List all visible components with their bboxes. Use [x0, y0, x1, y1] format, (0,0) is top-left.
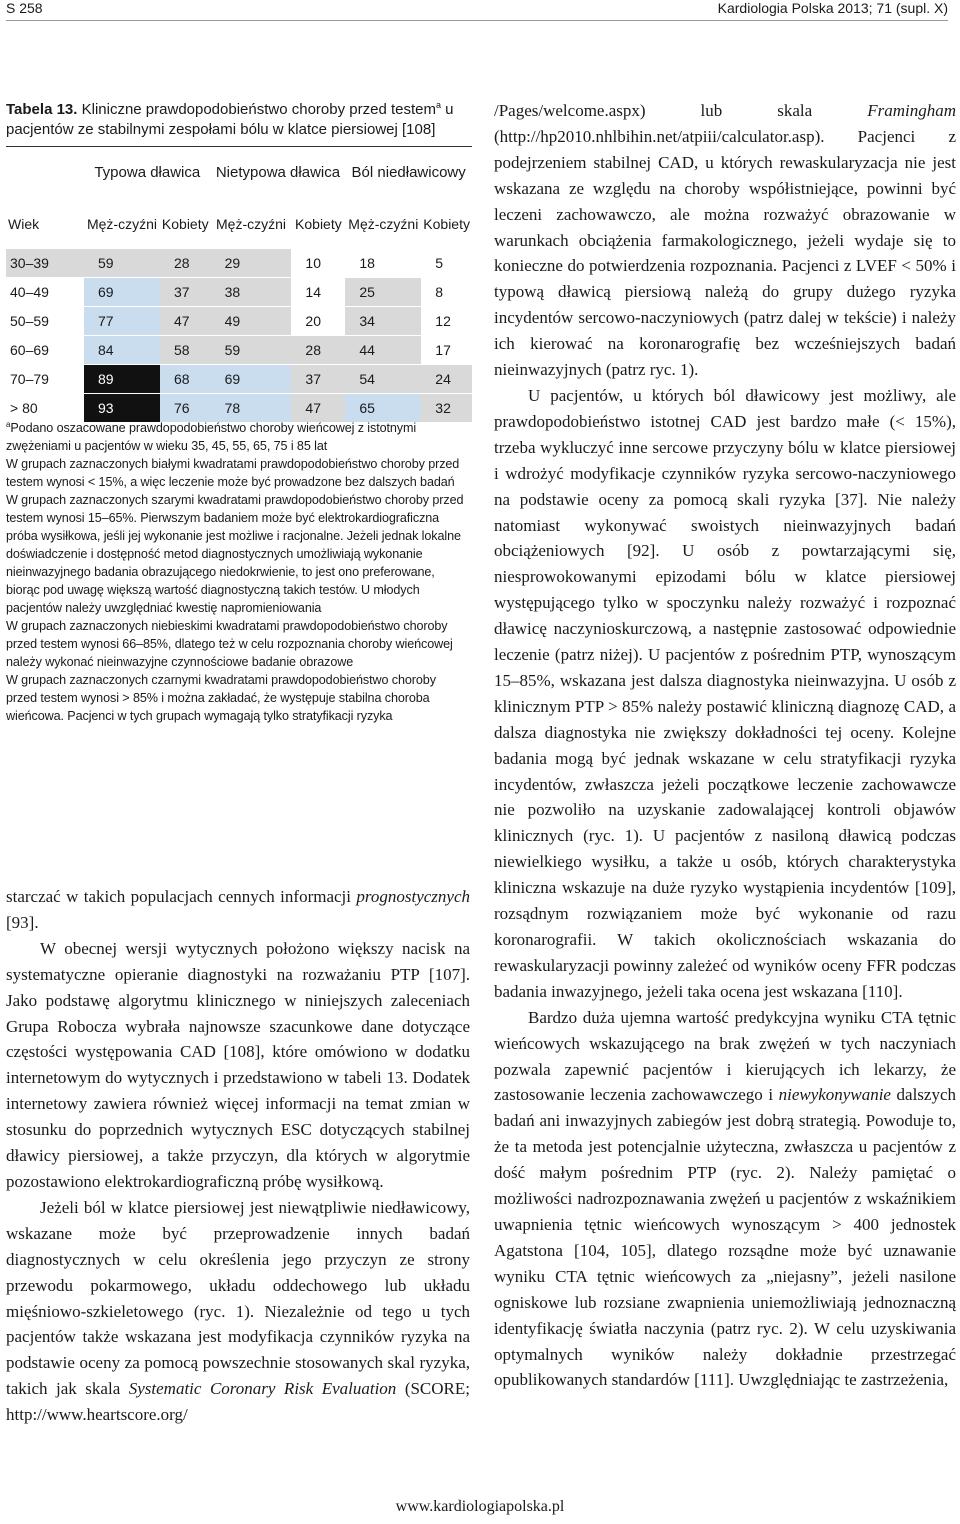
footer-url[interactable]: www.kardiologiapolska.pl	[395, 1498, 565, 1515]
value-cell: 44	[345, 336, 421, 365]
value-cell: 65	[345, 394, 421, 423]
table-title: Tabela 13. Kliniczne prawdopodobieństwo choroby przed testem$^a$ u pacjentów ze stabilnymi zespołami bólu w klatce piersiowej [108]	[6, 100, 454, 138]
col-women: Kobiety	[423, 216, 470, 232]
value-cell: 5	[421, 249, 472, 278]
value-cell: 78	[211, 394, 292, 423]
col-men: Męż-czyźni	[216, 216, 287, 232]
table-group-header	[6, 147, 472, 200]
value-cell: 68	[160, 365, 211, 394]
col-men: Męż-czyźni	[348, 216, 419, 232]
col-women: Kobiety	[161, 216, 209, 232]
value-cell: 12	[421, 307, 472, 336]
table-row	[6, 365, 472, 394]
value-cell: 25	[345, 278, 421, 307]
footnote-white: W grupach zaznaczonych białymi kwadratami prawdopodobieństwo choroby przed testem wynosi < 15%, a więc leczenie może być prowadzone bez dalszych badań	[6, 457, 460, 490]
value-cell: 10	[291, 249, 345, 278]
paragraph: Bardzo duża ujemna wartość predykcyjna wyniku CTA tętnic wieńcowych wskazującego na brak zwężeń w tych naczyniach pozwala zapewnić pacjentów i kierujących ich lekarzy, że zastosowanie leczenia zachowawczego i niewykonywanie dalszych badań ani inwazyjnych zabiegów jest dobrą strategią. Powoduje to, że ta metoda jest potencjalnie użyteczna, zwłaszcza u pacjentów z dość małym pośrednim PTP (ryc. 2). Należy pamiętać o możliwości nadrozpoznawania zwężeń u pacjentów z wskaźnikiem uwapnienia tętnic wieńcowych wynoszącym > 400 jednostek Agatstona [104, 105], dlatego rozsądne może być uznawanie wyniku CTA tętnic wieńcowych za „niejasny”, jeżeli nasilone ogniskowe lub rozsiane zwapnienia uniemożliwiają jednoznaczną identyfikację światła naczynia (patrz ryc. 2). W celu uzyskiwania optymalnych wyników należy dokładnie przestrzegać opublikowanych standardów [111]. Uwzględniając te zastrzeżenia,	[494, 1007, 956, 1390]
value-cell: 28	[160, 249, 211, 278]
value-cell: 69	[211, 365, 292, 394]
age-cell: 30–39	[6, 249, 84, 278]
value-cell: 58	[160, 336, 211, 365]
value-cell: 69	[84, 278, 160, 307]
paragraph: W obecnej wersji wytycznych położono większy nacisk na systematyczne opieranie diagnostyki na rozważaniu PTP [107]. Jako podstawę algorytmu klinicznego w niniejszych zaleceniach Grupa Robocza wybrała najnowsze szacunkowe dane dotyczące częstości występowania CAD [108], które omówiono w dodatku internetowym do wytycznych i przedstawiono w tabeli 13. Dodatek internetowy zawiera również więcej informacji na temat zmian w stosunku do poprzednich wytycznych ESC dotyczących stabilnej dławicy piersiowej, a także przyczyn, dla których w algorytmie pozostawiono elektrokardiograficzną próbę wysiłkową.	[6, 938, 470, 1191]
group-atypical-angina: Nietypowa dławica	[215, 164, 341, 181]
probability-table	[6, 146, 472, 423]
value-cell: 49	[211, 307, 292, 336]
value-cell: 14	[291, 278, 345, 307]
value-cell: 24	[421, 365, 472, 394]
value-cell: 47	[160, 307, 211, 336]
value-cell: 34	[345, 307, 421, 336]
journal-citation: Kardiologia Polska 2013; 71 (supl. X)	[717, 0, 948, 16]
header-rule	[6, 20, 948, 21]
table-footnote: $^a$Podano oszacowane prawdopodobieństwo choroby wieńcowej z istotnymi zwężeniami u pacjentów w wieku 35, 45, 55, 65, 75 i 85 lat W grupach zaznaczonych białymi kwadratami prawdopodobieństwo choroby przed testem wynosi < 15%, a więc leczenie może być prowadzone bez dalszych badań W grupach zaznaczonych szarymi kwadratami prawdopodobieństwo choroby przed testem wynosi 15–65%. Pierwszym badaniem może być elektrokardiograficzna próba wysiłkowa, jeśli jej wykonanie jest możliwe i racjonalne. Jeżeli jednak lokalne doświadczenie i dostępność metod diagnostycznych umożliwiają wykonanie nieinwazyjnego badania obrazującego niedokrwienie, to jest ono preferowane, biorąc pod uwagę większą wartość diagnostyczną takich testów. U młodych pacjentów należy uwzględniać kwestię napromieniowania W grupach zaznaczonych niebieskimi kwadratami prawdopodobieństwo choroby przed testem wynosi 66–85%, dlatego też w celu rozpoznania choroby wieńcowej należy wykonać nieinwazyjne czynnościowe badanie obrazowe W grupach zaznaczonych czarnymi kwadratami prawdopodobieństwo choroby przed testem wynosi > 85% i można zakładać, że występuje stabilna choroba wieńcowa. Pacjenci w tych grupach wymagają tylko stratyfikacji ryzyka	[6, 416, 468, 725]
age-cell: 50–59	[6, 307, 84, 336]
left-column-text	[6, 884, 470, 1428]
footnote-blue: W grupach zaznaczonych niebieskimi kwadratami prawdopodobieństwo choroby przed testem wynosi 66–85%, dlatego też w celu rozpoznania choroby wieńcowej należy wykonać nieinwazyjne czynnościowe badanie obrazowe	[6, 619, 453, 670]
table-row	[6, 278, 472, 307]
value-cell: 17	[421, 336, 472, 365]
value-cell: 93	[84, 394, 160, 423]
footnote-black: W grupach zaznaczonych czarnymi kwadratami prawdopodobieństwo choroby przed testem wynosi > 85% i można zakładać, że występuje stabilna choroba wieńcowa. Pacjenci w tych grupach wymagają tylko stratyfikacji ryzyka	[6, 673, 436, 724]
value-cell: 77	[84, 307, 160, 336]
value-cell: 76	[160, 394, 211, 423]
age-cell: 70–79	[6, 365, 84, 394]
value-cell: 32	[421, 394, 472, 423]
value-cell: 38	[211, 278, 292, 307]
value-cell: 47	[291, 394, 345, 423]
age-cell: 60–69	[6, 336, 84, 365]
table-row	[6, 307, 472, 336]
value-cell: 29	[211, 249, 292, 278]
right-column-text	[494, 98, 956, 1393]
table-row	[6, 249, 472, 278]
age-cell: > 80	[6, 394, 84, 423]
group-typical-angina: Typowa dławica	[94, 164, 201, 181]
value-cell: 18	[345, 249, 421, 278]
page-header	[0, 0, 960, 20]
value-cell: 8	[421, 278, 472, 307]
value-cell: 89	[84, 365, 160, 394]
value-cell: 37	[160, 278, 211, 307]
value-cell: 37	[291, 365, 345, 394]
paragraph: /Pages/welcome.aspx) lub skala Framingham (http://hp2010.nhlbihin.net/atpiii/calculator.asp). Pacjenci z podejrzeniem stabilnej CAD, u których rewaskularyzacja nie jest wskazana ze względu na choroby współistniejące, powinni być leczeni zachowawczo, ale można rozważyć obrazowanie w warunkach obciążenia farmakologicznego, jeżeli wydaje się to konieczne do potwierdzenia rozpoznania. Pacjenci z LVEF < 50% i typową dławicą piersiową należą do grupy dużego ryzyka incydentów sercowo-naczyniowych (patrz dalej w tekście) i należy ich kierować na koronarografię bez wcześniejszych badań nieinwazyjnych (patrz ryc. 1).	[494, 101, 956, 380]
age-cell: 40–49	[6, 278, 84, 307]
footnote-grey: W grupach zaznaczonych szarymi kwadratami prawdopodobieństwo choroby przed testem wynosi 15–65%. Pierwszym badaniem może być elektrokardiograficzna próba wysiłkowa, jeśli jej wykonanie jest możliwe i racjonalne. Jeżeli jednak lokalne doświadczenie i dostępność metod diagnostycznych umożliwiają wykonanie nieinwazyjnego badania obrazującego niedokrwienie, to jest ono preferowane, biorąc pod uwagę większą wartość diagnostyczną takich testów. U młodych pacjentów należy uwzględniać kwestię napromieniowania	[6, 493, 464, 616]
value-cell: 20	[291, 307, 345, 336]
value-cell: 59	[84, 249, 160, 278]
paragraph: starczać w takich populacjach cennych informacji prognostycznych [93].	[6, 887, 470, 932]
table-sub-header	[6, 199, 472, 249]
col-age: Wiek	[8, 216, 40, 232]
group-non-anginal-pain: Ból niedławicowy	[351, 164, 466, 181]
paragraph: U pacjentów, u których ból dławicowy jest możliwy, ale prawdopodobieństwo istotnej CAD jest bardzo małe (< 15%), trzeba wykluczyć inne sercowe przyczyny bólu w klatce piersiowej i wdrożyć modyfikacje czynników ryzyka sercowo-naczyniowego na podstawie oceny za pomocą skali ryzyka [37]. Nie należy natomiast wykonywać swoistych nieinwazyjnych badań obciążeniowych [92]. U osób z powtarzającymi się, niesprowokowanymi epizodami bólu w klatce piersiowej występującego tylko w spoczynku należy rozważyć i rozpoznać dławicę naczynioskurczową, a następnie zastosować odpowiednie leczenie (patrz niżej). U pacjentów z pośrednim PTP, wynoszącym 15–85%, wskazana jest dalsza diagnostyka nieinwazyjna. U osób z klinicznym PTP > 85% należy postawić kliniczną diagnozę CAD, a dalsza diagnostyka nie zwiększy dokładności tej oceny. Kolejne badania mogą być jednak wskazane w celu stratyfikacji ryzyka incydentów, zwłaszcza jeżeli początkowe leczenie zachowawcze nie pozwoliło na uzyskanie zadowalającej kontroli objawów klinicznych (ryc. 1). U pacjentów z nasiloną dławicą podczas niewielkiego wysiłku, a także u osób, których charakterystyka kliniczna wskazuje na duże ryzyko wystąpienia incydentów [109], rozsądnym rozwiązaniem może być wykonanie od razu koronarografii. W takich okolicznościach wskazania do rewaskularyzacji powinny zależeć od wyników oceny FFR podczas badania inwazyjnego, jeżeli taka ocena jest wskazana [110].	[494, 385, 956, 1001]
col-women: Kobiety	[295, 216, 342, 232]
paragraph: Jeżeli ból w klatce piersiowej jest niewątpliwie niedławicowy, wskazane może być przeprowadzenie innych badań diagnostycznych w celu określenia jego przyczyn ze strony przewodu pokarmowego, układu oddechowego lub układu mięśniowo-szkieletowego (ryc. 1). Niezależnie od tego u tych pacjentów także wskazana jest modyfikacja czynników ryzyka na podstawie oceny za pomocą powszechnie stosowanych skal ryzyka, takich jak skala Systematic Coronary Risk Evaluation (SCORE; http://www.heartscore.org/	[6, 1197, 470, 1425]
col-men: Męż-czyźni	[86, 216, 157, 232]
page-number: S 258	[6, 0, 43, 16]
value-cell: 84	[84, 336, 160, 365]
value-cell: 54	[345, 365, 421, 394]
table-label: Tabela 13.	[6, 101, 78, 118]
footnote-estimate: Podano oszacowane prawdopodobieństwo choroby wieńcowej z istotnymi zwężeniami u pacjentów w wieku 35, 45, 55, 65, 75 i 85 lat	[6, 421, 417, 454]
value-cell: 28	[291, 336, 345, 365]
value-cell: 59	[211, 336, 292, 365]
table-row	[6, 336, 472, 365]
